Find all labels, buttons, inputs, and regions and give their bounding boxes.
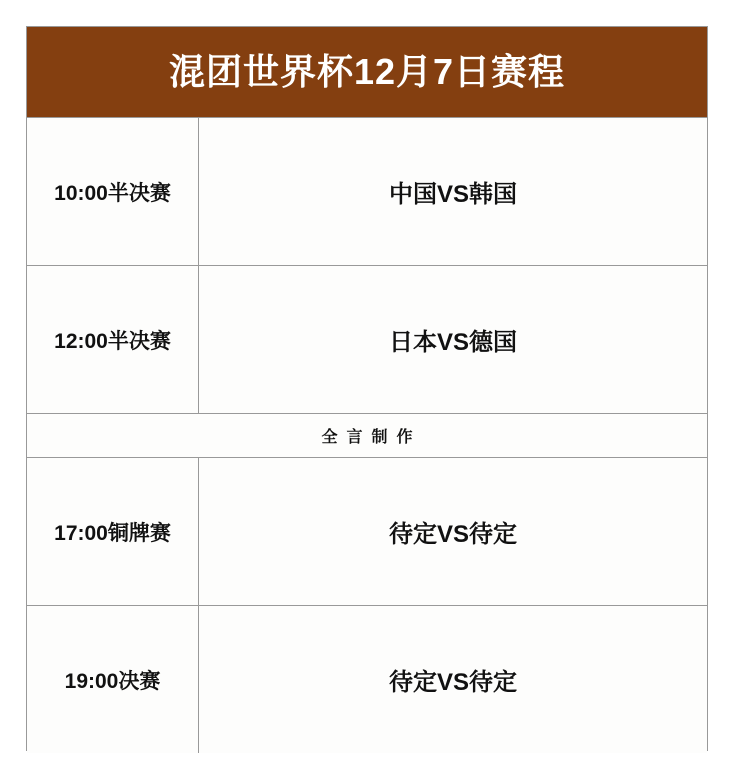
credit-text: 全言制作	[321, 429, 422, 446]
match-time: 17:00铜牌赛	[27, 458, 199, 605]
match-teams: 待定VS待定	[199, 606, 707, 753]
title-bar	[27, 27, 707, 117]
page-title: 混团世界杯12月7日赛程	[168, 51, 566, 92]
match-time: 10:00半决赛	[27, 118, 199, 265]
table-row	[27, 117, 707, 265]
match-time: 19:00决赛	[27, 606, 199, 753]
schedule-card	[26, 26, 708, 751]
table-row	[27, 265, 707, 413]
table-row	[27, 457, 707, 605]
table-row	[27, 605, 707, 753]
credit-row	[27, 413, 707, 457]
match-time: 12:00半决赛	[27, 266, 199, 413]
match-teams: 日本VS德国	[199, 266, 707, 413]
match-teams: 待定VS待定	[199, 458, 707, 605]
match-teams: 中国VS韩国	[199, 118, 707, 265]
